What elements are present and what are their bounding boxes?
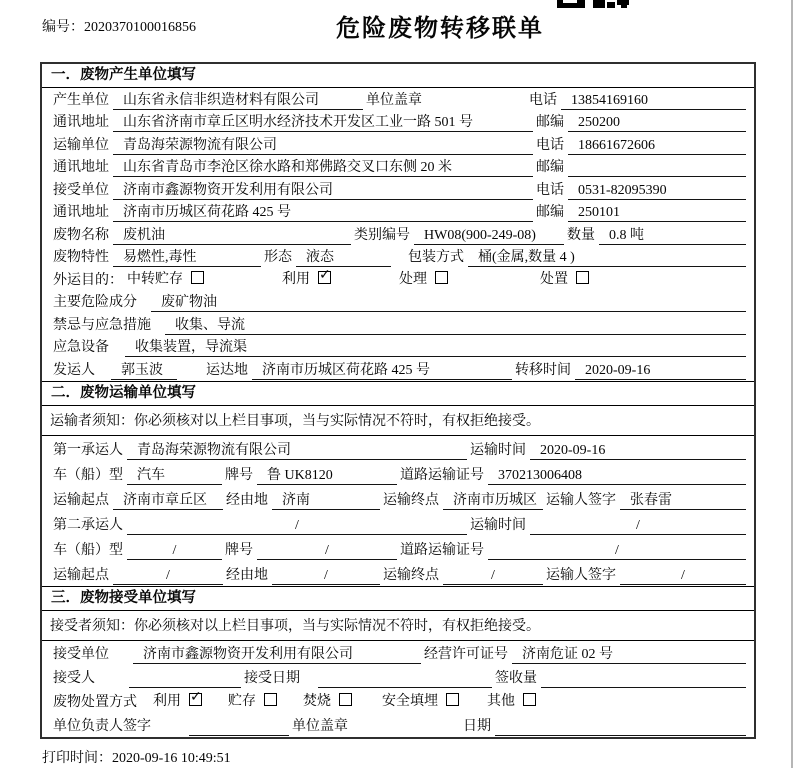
checkbox-option bbox=[127, 268, 204, 288]
checkbox-option bbox=[540, 268, 589, 288]
field-label: 运输单位 bbox=[53, 137, 109, 153]
print-time-line bbox=[42, 747, 231, 767]
checkbox-label: 贮存 bbox=[228, 693, 256, 709]
field-label: 通讯地址 bbox=[53, 205, 109, 220]
form-row bbox=[42, 268, 754, 291]
serial-label: 编号： bbox=[42, 20, 84, 35]
checkbox-label: 利用 bbox=[282, 271, 310, 287]
form-row bbox=[42, 689, 754, 713]
field-label: 运输人签字 bbox=[546, 567, 616, 583]
field-value: 250101 bbox=[568, 203, 746, 222]
field-value: 13854169160 bbox=[561, 91, 746, 110]
spacer bbox=[141, 312, 151, 313]
field-label: 转移时间 bbox=[515, 362, 571, 378]
section-producer bbox=[42, 64, 754, 381]
field-value: / bbox=[127, 516, 467, 535]
spacer bbox=[426, 110, 526, 111]
spacer bbox=[352, 712, 382, 713]
field-value: 山东省永信非织造材料有限公司 bbox=[113, 91, 363, 110]
form-row bbox=[42, 406, 754, 436]
field-value: / bbox=[488, 541, 746, 560]
form-row bbox=[42, 511, 754, 536]
page-title: 危险废物转移联单 bbox=[336, 15, 544, 42]
checkbox-unchecked bbox=[264, 693, 277, 706]
checkbox-unchecked bbox=[576, 271, 589, 284]
form-row bbox=[42, 536, 754, 561]
field-value bbox=[318, 669, 492, 688]
form-row bbox=[42, 313, 754, 336]
checkbox-label: 利用 bbox=[153, 693, 181, 709]
checkbox-option bbox=[282, 268, 331, 288]
serial-number: 2020370100016856 bbox=[84, 20, 196, 35]
field-value: 易燃性,毒性 bbox=[113, 248, 261, 267]
field-value: 青岛海荣源物流有限公司 bbox=[127, 441, 467, 460]
field-value: 0.8 吨 bbox=[599, 226, 746, 245]
field-value: 收集、导流 bbox=[165, 316, 746, 335]
field-label: 车（船）型 bbox=[53, 467, 123, 483]
page-edge-divider bbox=[791, 0, 793, 768]
field-label: 接受人 bbox=[53, 670, 95, 686]
field-value: / bbox=[530, 516, 746, 535]
field-label: 主要危险成分 bbox=[53, 295, 137, 310]
print-time-label: 打印时间： bbox=[42, 751, 112, 766]
field-value: 370213006408 bbox=[488, 466, 746, 485]
field-label: 电话 bbox=[529, 92, 557, 108]
field-label: 邮编 bbox=[536, 115, 564, 130]
field-label: 外运目的： bbox=[53, 272, 123, 288]
field-value: / bbox=[620, 566, 746, 585]
field-label: 运达地 bbox=[206, 362, 248, 378]
check-mark-icon: ✓ bbox=[190, 689, 202, 705]
checkbox-label: 处理 bbox=[399, 271, 427, 287]
field-label: 包装方式 bbox=[408, 250, 464, 265]
field-value bbox=[568, 158, 746, 177]
field-value: 山东省济南市章丘区明水经济技术开发区工业一路 501 号 bbox=[113, 113, 533, 132]
field-label: 签收量 bbox=[495, 670, 537, 686]
field-label: 经营许可证号 bbox=[424, 646, 508, 662]
field-label: 废物特性 bbox=[53, 250, 109, 265]
section-transporter bbox=[42, 381, 754, 586]
checkbox-option bbox=[153, 690, 202, 710]
spacer bbox=[113, 664, 133, 665]
field-label: 接受单位 bbox=[53, 182, 109, 198]
form-row bbox=[42, 111, 754, 134]
field-label: 废物处置方式 bbox=[53, 694, 137, 710]
field-value: 收集装置，导流渠 bbox=[125, 338, 746, 357]
field-value: 张春雷 bbox=[620, 491, 746, 510]
form-row bbox=[42, 133, 754, 156]
field-label: 道路运输证号 bbox=[400, 467, 484, 483]
field-label: 运输人签字 bbox=[546, 492, 616, 508]
field-label: 发运人 bbox=[53, 362, 95, 378]
field-label: 废物名称 bbox=[53, 227, 109, 243]
form-row bbox=[42, 223, 754, 246]
field-value: 济南市历城区荷花路 425 号 bbox=[113, 203, 533, 222]
field-value: 青岛海荣源物流有限公司 bbox=[113, 136, 533, 155]
field-value: 桶(金属,数量 4 ) bbox=[468, 248, 746, 267]
field-value bbox=[495, 717, 746, 736]
spacer bbox=[448, 290, 540, 291]
field-value: 济南市历城区荷花路 425 号 bbox=[252, 361, 512, 380]
form-row bbox=[42, 486, 754, 511]
notice-text: 接受者须知：你必须核对以上栏目事项，当与实际情况不符时，有权拒绝接受。 bbox=[50, 619, 540, 634]
checkbox-unchecked bbox=[339, 693, 352, 706]
field-label: 第二承运人 bbox=[53, 517, 123, 533]
checkbox-label: 中转贮存 bbox=[127, 271, 183, 287]
field-label: 运输终点 bbox=[383, 567, 439, 583]
checkbox-checked bbox=[189, 689, 202, 706]
field-value: / bbox=[272, 566, 380, 585]
field-value: 济南市章丘区 bbox=[113, 491, 223, 510]
checkbox-label: 其他 bbox=[487, 693, 515, 709]
checkbox-option bbox=[399, 268, 448, 288]
section-header-receiver: 三．废物接受单位填写 bbox=[42, 586, 754, 611]
form-row bbox=[42, 665, 754, 689]
spacer bbox=[99, 380, 111, 381]
checkbox-option bbox=[228, 690, 277, 710]
checkbox-unchecked bbox=[523, 693, 536, 706]
field-label: 禁忌与应急措施 bbox=[53, 317, 151, 333]
form-row bbox=[42, 713, 754, 737]
print-time-value: 2020-09-16 10:49:51 bbox=[112, 751, 231, 766]
spacer bbox=[204, 290, 282, 291]
checkbox-label: 安全填埋 bbox=[382, 693, 438, 709]
form-row bbox=[42, 461, 754, 486]
field-label: 单位盖章 bbox=[292, 718, 348, 734]
field-value: 液态 bbox=[296, 248, 391, 267]
field-label: 车（船）型 bbox=[53, 542, 123, 558]
spacer bbox=[459, 712, 487, 713]
field-value: 废机油 bbox=[113, 226, 351, 245]
checkbox-checked bbox=[318, 267, 331, 284]
field-label: 邮编 bbox=[536, 160, 564, 175]
checkbox-label: 处置 bbox=[540, 271, 568, 287]
field-label: 运输终点 bbox=[383, 492, 439, 508]
field-value: / bbox=[127, 541, 222, 560]
form-row bbox=[42, 358, 754, 381]
document-header bbox=[40, 6, 754, 54]
field-label: 邮编 bbox=[536, 205, 564, 220]
field-value: 济南危证 02 号 bbox=[512, 645, 746, 664]
form-row bbox=[42, 178, 754, 201]
checkbox-label: 焚烧 bbox=[303, 693, 331, 709]
field-label: 经由地 bbox=[226, 492, 268, 508]
check-mark-icon: ✓ bbox=[319, 267, 331, 283]
section-header-transporter: 二．废物运输单位填写 bbox=[42, 381, 754, 406]
form-row bbox=[42, 246, 754, 269]
form-row bbox=[42, 156, 754, 179]
field-label: 数量 bbox=[567, 227, 595, 243]
field-label: 道路运输证号 bbox=[400, 542, 484, 558]
spacer bbox=[202, 712, 228, 713]
field-value: HW08(900-249-08) bbox=[414, 226, 564, 245]
spacer bbox=[277, 712, 303, 713]
spacer bbox=[352, 736, 460, 737]
form-row bbox=[42, 436, 754, 461]
field-value bbox=[189, 717, 289, 736]
field-value: 18661672606 bbox=[568, 136, 746, 155]
field-label: 单位盖章 bbox=[366, 92, 422, 108]
field-value: 0531-82095390 bbox=[568, 181, 746, 200]
field-label: 电话 bbox=[536, 182, 564, 198]
field-value: 山东省青岛市李沧区徐水路和郑佛路交叉口东侧 20 米 bbox=[113, 158, 533, 177]
field-value: 废矿物油 bbox=[151, 293, 746, 312]
field-label: 形态 bbox=[264, 250, 292, 265]
field-value bbox=[129, 669, 241, 688]
field-label: 产生单位 bbox=[53, 92, 109, 108]
field-label: 牌号 bbox=[225, 542, 253, 558]
checkbox-option bbox=[487, 690, 536, 710]
form-row bbox=[42, 291, 754, 314]
field-value: 郭玉波 bbox=[111, 361, 177, 380]
field-label: 运输时间 bbox=[470, 517, 526, 533]
field-label: 接受单位 bbox=[53, 646, 109, 662]
field-label: 应急设备 bbox=[53, 340, 109, 355]
spacer bbox=[304, 688, 318, 689]
field-label: 单位负责人签字 bbox=[53, 718, 151, 734]
field-label: 运输起点 bbox=[53, 492, 109, 508]
field-value: 2020-09-16 bbox=[530, 441, 746, 460]
field-label: 日期 bbox=[463, 718, 491, 734]
checkbox-option bbox=[382, 690, 459, 710]
field-value: 济南市鑫源物资开发利用有限公司 bbox=[133, 645, 421, 664]
field-label: 经由地 bbox=[226, 567, 268, 583]
field-value bbox=[541, 669, 746, 688]
field-value: 济南市历城区 bbox=[443, 491, 543, 510]
checkbox-option bbox=[303, 690, 352, 710]
field-value: 济南市鑫源物资开发利用有限公司 bbox=[113, 181, 533, 200]
field-value: / bbox=[443, 566, 543, 585]
form-row bbox=[42, 611, 754, 641]
field-value: 鲁 UK8120 bbox=[257, 466, 397, 485]
field-value: / bbox=[113, 566, 223, 585]
spacer bbox=[177, 380, 203, 381]
checkbox-unchecked bbox=[191, 271, 204, 284]
field-value: / bbox=[257, 541, 397, 560]
transfer-form-table bbox=[40, 62, 756, 739]
form-row bbox=[42, 561, 754, 586]
spacer bbox=[155, 335, 165, 336]
section-header-producer: 一．废物产生单位填写 bbox=[42, 64, 754, 88]
form-row bbox=[42, 201, 754, 224]
field-label: 运输起点 bbox=[53, 567, 109, 583]
field-value: 250200 bbox=[568, 113, 746, 132]
spacer bbox=[155, 736, 189, 737]
field-value: 汽车 bbox=[127, 466, 222, 485]
field-label: 类别编号 bbox=[354, 227, 410, 243]
section-receiver bbox=[42, 586, 754, 737]
field-label: 通讯地址 bbox=[53, 160, 109, 175]
field-label: 第一承运人 bbox=[53, 442, 123, 458]
field-label: 电话 bbox=[536, 137, 564, 153]
checkbox-unchecked bbox=[435, 271, 448, 284]
form-row bbox=[42, 641, 754, 665]
field-value: 2020-09-16 bbox=[575, 361, 746, 380]
checkbox-unchecked bbox=[446, 693, 459, 706]
qr-code-partial-icon bbox=[557, 0, 631, 10]
field-label: 接受日期 bbox=[244, 670, 300, 686]
field-label: 通讯地址 bbox=[53, 115, 109, 130]
form-row bbox=[42, 88, 754, 111]
notice-text: 运输者须知：你必须核对以上栏目事项，当与实际情况不符时，有权拒绝接受。 bbox=[50, 414, 540, 429]
spacer bbox=[99, 688, 129, 689]
spacer bbox=[141, 712, 153, 713]
form-row bbox=[42, 336, 754, 359]
spacer bbox=[113, 357, 125, 358]
spacer bbox=[331, 290, 399, 291]
field-label: 运输时间 bbox=[470, 442, 526, 458]
field-value: 济南 bbox=[272, 491, 380, 510]
field-label: 牌号 bbox=[225, 467, 253, 483]
